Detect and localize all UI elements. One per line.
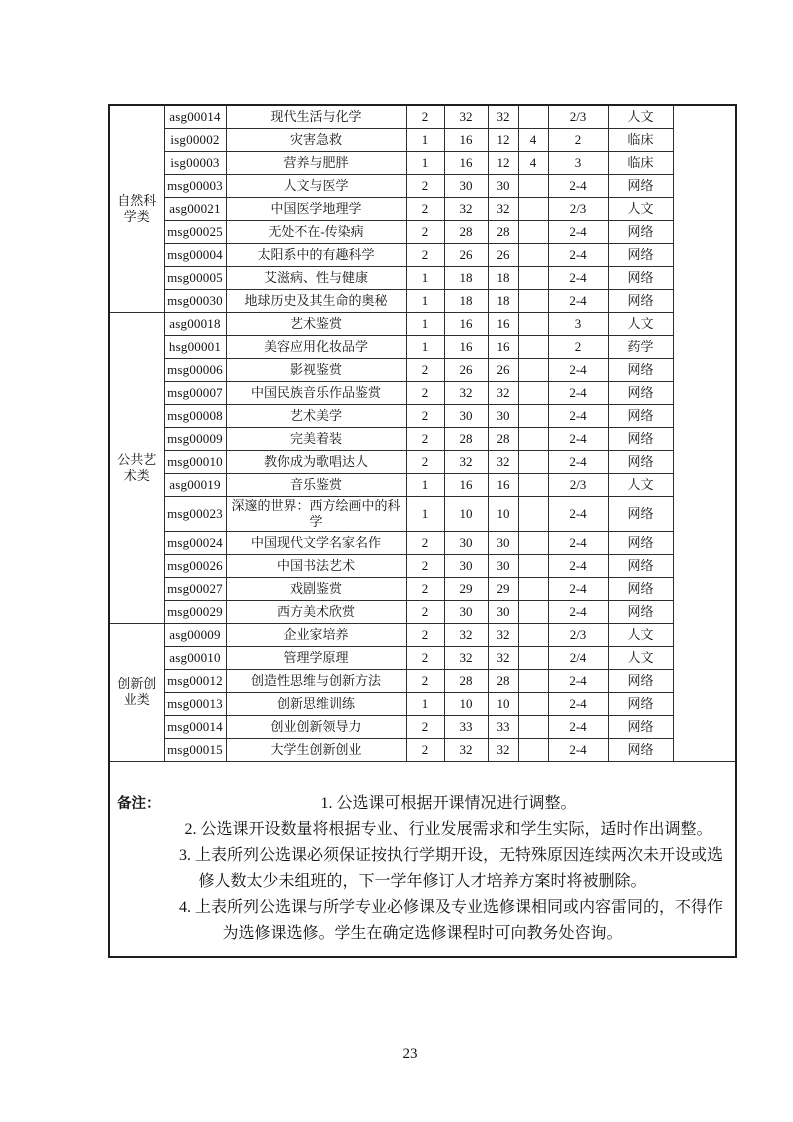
category-cell-3: 创新创业类 [109, 623, 164, 761]
name-cell: 管理学原理 [226, 646, 406, 669]
name-cell: 中国现代文学名家名作 [226, 531, 406, 554]
semester-cell: 2-4 [548, 692, 608, 715]
unit-cell: 网络 [608, 715, 673, 738]
total-cell: 16 [444, 151, 488, 174]
unit-cell: 临床 [608, 151, 673, 174]
name-cell: 大学生创新创业 [226, 738, 406, 761]
semester-cell: 2-4 [548, 404, 608, 427]
unit-cell: 网络 [608, 577, 673, 600]
code-cell: msg00012 [164, 669, 226, 692]
practice-cell [518, 600, 548, 623]
table-row [109, 404, 736, 427]
total-cell: 28 [444, 220, 488, 243]
theory-cell: 32 [488, 381, 518, 404]
credits-cell: 2 [406, 358, 444, 381]
practice-cell [518, 692, 548, 715]
table-row [109, 450, 736, 473]
credits-cell: 1 [406, 473, 444, 496]
code-cell: msg00027 [164, 577, 226, 600]
table-row [109, 197, 736, 220]
unit-cell: 网络 [608, 243, 673, 266]
total-cell: 30 [444, 404, 488, 427]
theory-cell: 33 [488, 715, 518, 738]
name-cell: 西方美术欣赏 [226, 600, 406, 623]
code-cell: asg00014 [164, 105, 226, 128]
credits-cell: 1 [406, 289, 444, 312]
total-cell: 18 [444, 289, 488, 312]
table-row [109, 381, 736, 404]
theory-cell: 16 [488, 473, 518, 496]
credits-cell: 2 [406, 738, 444, 761]
practice-cell [518, 266, 548, 289]
unit-cell: 人文 [608, 312, 673, 335]
code-cell: msg00006 [164, 358, 226, 381]
name-cell: 太阳系中的有趣科学 [226, 243, 406, 266]
total-cell: 10 [444, 692, 488, 715]
theory-cell: 30 [488, 531, 518, 554]
code-cell: msg00025 [164, 220, 226, 243]
theory-cell: 32 [488, 623, 518, 646]
semester-cell: 2-4 [548, 554, 608, 577]
total-cell: 16 [444, 473, 488, 496]
semester-cell: 2/3 [548, 197, 608, 220]
credits-cell: 1 [406, 312, 444, 335]
table-row [109, 427, 736, 450]
semester-cell: 2-4 [548, 600, 608, 623]
practice-cell [518, 289, 548, 312]
theory-cell: 26 [488, 358, 518, 381]
note-item-2: 2. 公选课开设数量将根据专业、行业发展需求和学生实际，适时作出调整。 [184, 820, 713, 838]
table-row [109, 266, 736, 289]
semester-cell: 2/4 [548, 646, 608, 669]
table-row [109, 312, 736, 335]
credits-cell: 2 [406, 427, 444, 450]
unit-cell: 人文 [608, 473, 673, 496]
semester-cell: 2-4 [548, 381, 608, 404]
theory-cell: 29 [488, 577, 518, 600]
theory-cell: 32 [488, 738, 518, 761]
practice-cell [518, 577, 548, 600]
name-cell: 营养与肥胖 [226, 151, 406, 174]
total-cell: 32 [444, 105, 488, 128]
table-row [109, 600, 736, 623]
semester-cell: 2 [548, 335, 608, 358]
unit-cell: 网络 [608, 531, 673, 554]
total-cell: 28 [444, 669, 488, 692]
unit-cell: 网络 [608, 600, 673, 623]
credits-cell: 2 [406, 220, 444, 243]
unit-cell: 网络 [608, 404, 673, 427]
name-cell: 教你成为歌唱达人 [226, 450, 406, 473]
name-cell: 美容应用化妆品学 [226, 335, 406, 358]
code-cell: asg00019 [164, 473, 226, 496]
unit-cell: 网络 [608, 496, 673, 531]
unit-cell: 临床 [608, 128, 673, 151]
theory-cell: 16 [488, 335, 518, 358]
table-row [109, 174, 736, 197]
code-cell: msg00008 [164, 404, 226, 427]
name-cell: 创造性思维与创新方法 [226, 669, 406, 692]
semester-cell: 2-4 [548, 669, 608, 692]
table-row [109, 335, 736, 358]
theory-cell: 16 [488, 312, 518, 335]
unit-cell: 网络 [608, 358, 673, 381]
unit-cell: 人文 [608, 197, 673, 220]
table-row [109, 531, 736, 554]
unit-cell: 网络 [608, 427, 673, 450]
unit-cell: 人文 [608, 623, 673, 646]
total-cell: 16 [444, 312, 488, 335]
semester-cell: 2/3 [548, 623, 608, 646]
semester-cell: 2/3 [548, 473, 608, 496]
code-cell: asg00021 [164, 197, 226, 220]
semester-cell: 2-4 [548, 358, 608, 381]
practice-cell [518, 623, 548, 646]
credits-cell: 1 [406, 128, 444, 151]
practice-cell: 4 [518, 151, 548, 174]
credits-cell: 1 [406, 496, 444, 531]
total-cell: 29 [444, 577, 488, 600]
practice-cell [518, 243, 548, 266]
code-cell: asg00018 [164, 312, 226, 335]
name-cell: 完美着装 [226, 427, 406, 450]
theory-cell: 28 [488, 427, 518, 450]
semester-cell: 2-4 [548, 715, 608, 738]
practice-cell [518, 312, 548, 335]
code-cell: msg00030 [164, 289, 226, 312]
code-cell: asg00009 [164, 623, 226, 646]
code-cell: isg00002 [164, 128, 226, 151]
theory-cell: 26 [488, 243, 518, 266]
table-row [109, 669, 736, 692]
name-cell: 音乐鉴赏 [226, 473, 406, 496]
code-cell: msg00023 [164, 496, 226, 531]
unit-cell: 网络 [608, 220, 673, 243]
name-cell: 现代生活与化学 [226, 105, 406, 128]
total-cell: 30 [444, 600, 488, 623]
table-row [109, 692, 736, 715]
name-cell: 艺术美学 [226, 404, 406, 427]
code-cell: msg00013 [164, 692, 226, 715]
course-table-body [109, 105, 736, 761]
credits-cell: 2 [406, 600, 444, 623]
practice-cell [518, 646, 548, 669]
credits-cell: 2 [406, 715, 444, 738]
table-row [109, 151, 736, 174]
semester-cell: 2-4 [548, 496, 608, 531]
table-row [109, 715, 736, 738]
page-number: 23 [402, 1046, 418, 1062]
code-cell: msg00024 [164, 531, 226, 554]
theory-cell: 32 [488, 105, 518, 128]
name-cell: 创新思维训练 [226, 692, 406, 715]
name-cell: 无处不在-传染病 [226, 220, 406, 243]
credits-cell: 2 [406, 646, 444, 669]
unit-cell: 网络 [608, 738, 673, 761]
name-cell: 戏剧鉴赏 [226, 577, 406, 600]
code-cell: msg00010 [164, 450, 226, 473]
total-cell: 33 [444, 715, 488, 738]
name-cell: 地球历史及其生命的奥秘 [226, 289, 406, 312]
practice-cell [518, 473, 548, 496]
code-cell: asg00010 [164, 646, 226, 669]
total-cell: 30 [444, 554, 488, 577]
code-cell: msg00007 [164, 381, 226, 404]
code-cell: hsg00001 [164, 335, 226, 358]
credits-cell: 1 [406, 151, 444, 174]
semester-cell: 2-4 [548, 266, 608, 289]
total-cell: 30 [444, 174, 488, 197]
table-row [109, 577, 736, 600]
theory-cell: 12 [488, 151, 518, 174]
theory-cell: 12 [488, 128, 518, 151]
semester-cell: 2-4 [548, 577, 608, 600]
theory-cell: 18 [488, 266, 518, 289]
practice-cell [518, 105, 548, 128]
code-cell: isg00003 [164, 151, 226, 174]
unit-cell: 网络 [608, 289, 673, 312]
notes-block [112, 771, 733, 947]
credits-cell: 2 [406, 669, 444, 692]
theory-cell: 28 [488, 220, 518, 243]
theory-cell: 10 [488, 692, 518, 715]
semester-cell: 2-4 [548, 289, 608, 312]
table-row [109, 105, 736, 128]
name-cell: 深邃的世界：西方绘画中的科学 [226, 496, 406, 531]
notes-cell [109, 761, 736, 957]
total-cell: 32 [444, 450, 488, 473]
total-cell: 32 [444, 623, 488, 646]
table-row [109, 738, 736, 761]
unit-cell: 网络 [608, 450, 673, 473]
practice-cell [518, 531, 548, 554]
practice-cell [518, 669, 548, 692]
semester-cell: 3 [548, 151, 608, 174]
total-cell: 18 [444, 266, 488, 289]
semester-cell: 2/3 [548, 105, 608, 128]
credits-cell: 2 [406, 531, 444, 554]
code-cell: msg00003 [164, 174, 226, 197]
semester-cell: 3 [548, 312, 608, 335]
semester-cell: 2-4 [548, 427, 608, 450]
semester-cell: 2-4 [548, 174, 608, 197]
remarks-empty-cell [673, 105, 736, 761]
total-cell: 32 [444, 646, 488, 669]
name-cell: 艺术鉴赏 [226, 312, 406, 335]
practice-cell [518, 404, 548, 427]
code-cell: msg00004 [164, 243, 226, 266]
credits-cell: 2 [406, 450, 444, 473]
table-row [109, 128, 736, 151]
unit-cell: 网络 [608, 692, 673, 715]
practice-cell [518, 738, 548, 761]
unit-cell: 药学 [608, 335, 673, 358]
unit-cell: 人文 [608, 646, 673, 669]
table-row [109, 220, 736, 243]
code-cell: msg00005 [164, 266, 226, 289]
course-table [108, 104, 737, 958]
unit-cell: 网络 [608, 266, 673, 289]
name-cell: 人文与医学 [226, 174, 406, 197]
credits-cell: 2 [406, 577, 444, 600]
practice-cell [518, 335, 548, 358]
theory-cell: 32 [488, 646, 518, 669]
unit-cell: 人文 [608, 105, 673, 128]
practice-cell [518, 197, 548, 220]
notes-row [109, 761, 736, 957]
credits-cell: 2 [406, 197, 444, 220]
code-cell: msg00026 [164, 554, 226, 577]
total-cell: 10 [444, 496, 488, 531]
theory-cell: 10 [488, 496, 518, 531]
table-row [109, 496, 736, 531]
credits-cell: 2 [406, 554, 444, 577]
practice-cell [518, 358, 548, 381]
practice-cell [518, 450, 548, 473]
credits-cell: 2 [406, 404, 444, 427]
total-cell: 32 [444, 381, 488, 404]
table-row [109, 623, 736, 646]
name-cell: 创业创新领导力 [226, 715, 406, 738]
unit-cell: 网络 [608, 381, 673, 404]
name-cell: 中国书法艺术 [226, 554, 406, 577]
name-cell: 影视鉴赏 [226, 358, 406, 381]
practice-cell [518, 496, 548, 531]
theory-cell: 32 [488, 197, 518, 220]
semester-cell: 2 [548, 128, 608, 151]
theory-cell: 30 [488, 554, 518, 577]
table-row [109, 289, 736, 312]
semester-cell: 2-4 [548, 531, 608, 554]
practice-cell: 4 [518, 128, 548, 151]
notes-label: 备注： [117, 795, 161, 812]
table-row [109, 646, 736, 669]
semester-cell: 2-4 [548, 243, 608, 266]
table-row [109, 358, 736, 381]
total-cell: 26 [444, 243, 488, 266]
total-cell: 30 [444, 531, 488, 554]
total-cell: 28 [444, 427, 488, 450]
credits-cell: 2 [406, 243, 444, 266]
practice-cell [518, 220, 548, 243]
credits-cell: 2 [406, 105, 444, 128]
table-row [109, 473, 736, 496]
unit-cell: 网络 [608, 669, 673, 692]
code-cell: msg00009 [164, 427, 226, 450]
name-cell: 企业家培养 [226, 623, 406, 646]
table-row [109, 554, 736, 577]
theory-cell: 32 [488, 450, 518, 473]
table-row [109, 243, 736, 266]
total-cell: 32 [444, 738, 488, 761]
theory-cell: 30 [488, 600, 518, 623]
note-item-3: 3. 上表所列公选课必须保证按执行学期开设，无特殊原因连续两次未开设或选修人数太少未组班的，下一学年修订人才培养方案时将被删除。 [178, 846, 723, 890]
name-cell: 灾害急救 [226, 128, 406, 151]
theory-cell: 28 [488, 669, 518, 692]
code-cell: msg00029 [164, 600, 226, 623]
total-cell: 16 [444, 335, 488, 358]
category-cell-1: 自然科学类 [109, 105, 164, 312]
unit-cell: 网络 [608, 554, 673, 577]
total-cell: 16 [444, 128, 488, 151]
name-cell: 艾滋病、性与健康 [226, 266, 406, 289]
theory-cell: 30 [488, 404, 518, 427]
theory-cell: 30 [488, 174, 518, 197]
note-item-4: 4. 上表所列公选课与所学专业必修课及专业选修课相同或内容雷同的，不得作为选修课选修。学生在确定选修课程时可向教务处咨询。 [178, 898, 723, 942]
semester-cell: 2-4 [548, 738, 608, 761]
name-cell: 中国民族音乐作品鉴赏 [226, 381, 406, 404]
total-cell: 26 [444, 358, 488, 381]
code-cell: msg00015 [164, 738, 226, 761]
practice-cell [518, 427, 548, 450]
category-cell-2: 公共艺术类 [109, 312, 164, 623]
practice-cell [518, 381, 548, 404]
semester-cell: 2-4 [548, 220, 608, 243]
practice-cell [518, 715, 548, 738]
practice-cell [518, 554, 548, 577]
practice-cell [518, 174, 548, 197]
unit-cell: 网络 [608, 174, 673, 197]
credits-cell: 1 [406, 692, 444, 715]
credits-cell: 1 [406, 266, 444, 289]
name-cell: 中国医学地理学 [226, 197, 406, 220]
credits-cell: 1 [406, 335, 444, 358]
note-item-1: 1. 公选课可根据开课情况进行调整。 [320, 794, 577, 812]
semester-cell: 2-4 [548, 450, 608, 473]
theory-cell: 18 [488, 289, 518, 312]
total-cell: 32 [444, 197, 488, 220]
credits-cell: 2 [406, 381, 444, 404]
credits-cell: 2 [406, 623, 444, 646]
code-cell: msg00014 [164, 715, 226, 738]
credits-cell: 2 [406, 174, 444, 197]
